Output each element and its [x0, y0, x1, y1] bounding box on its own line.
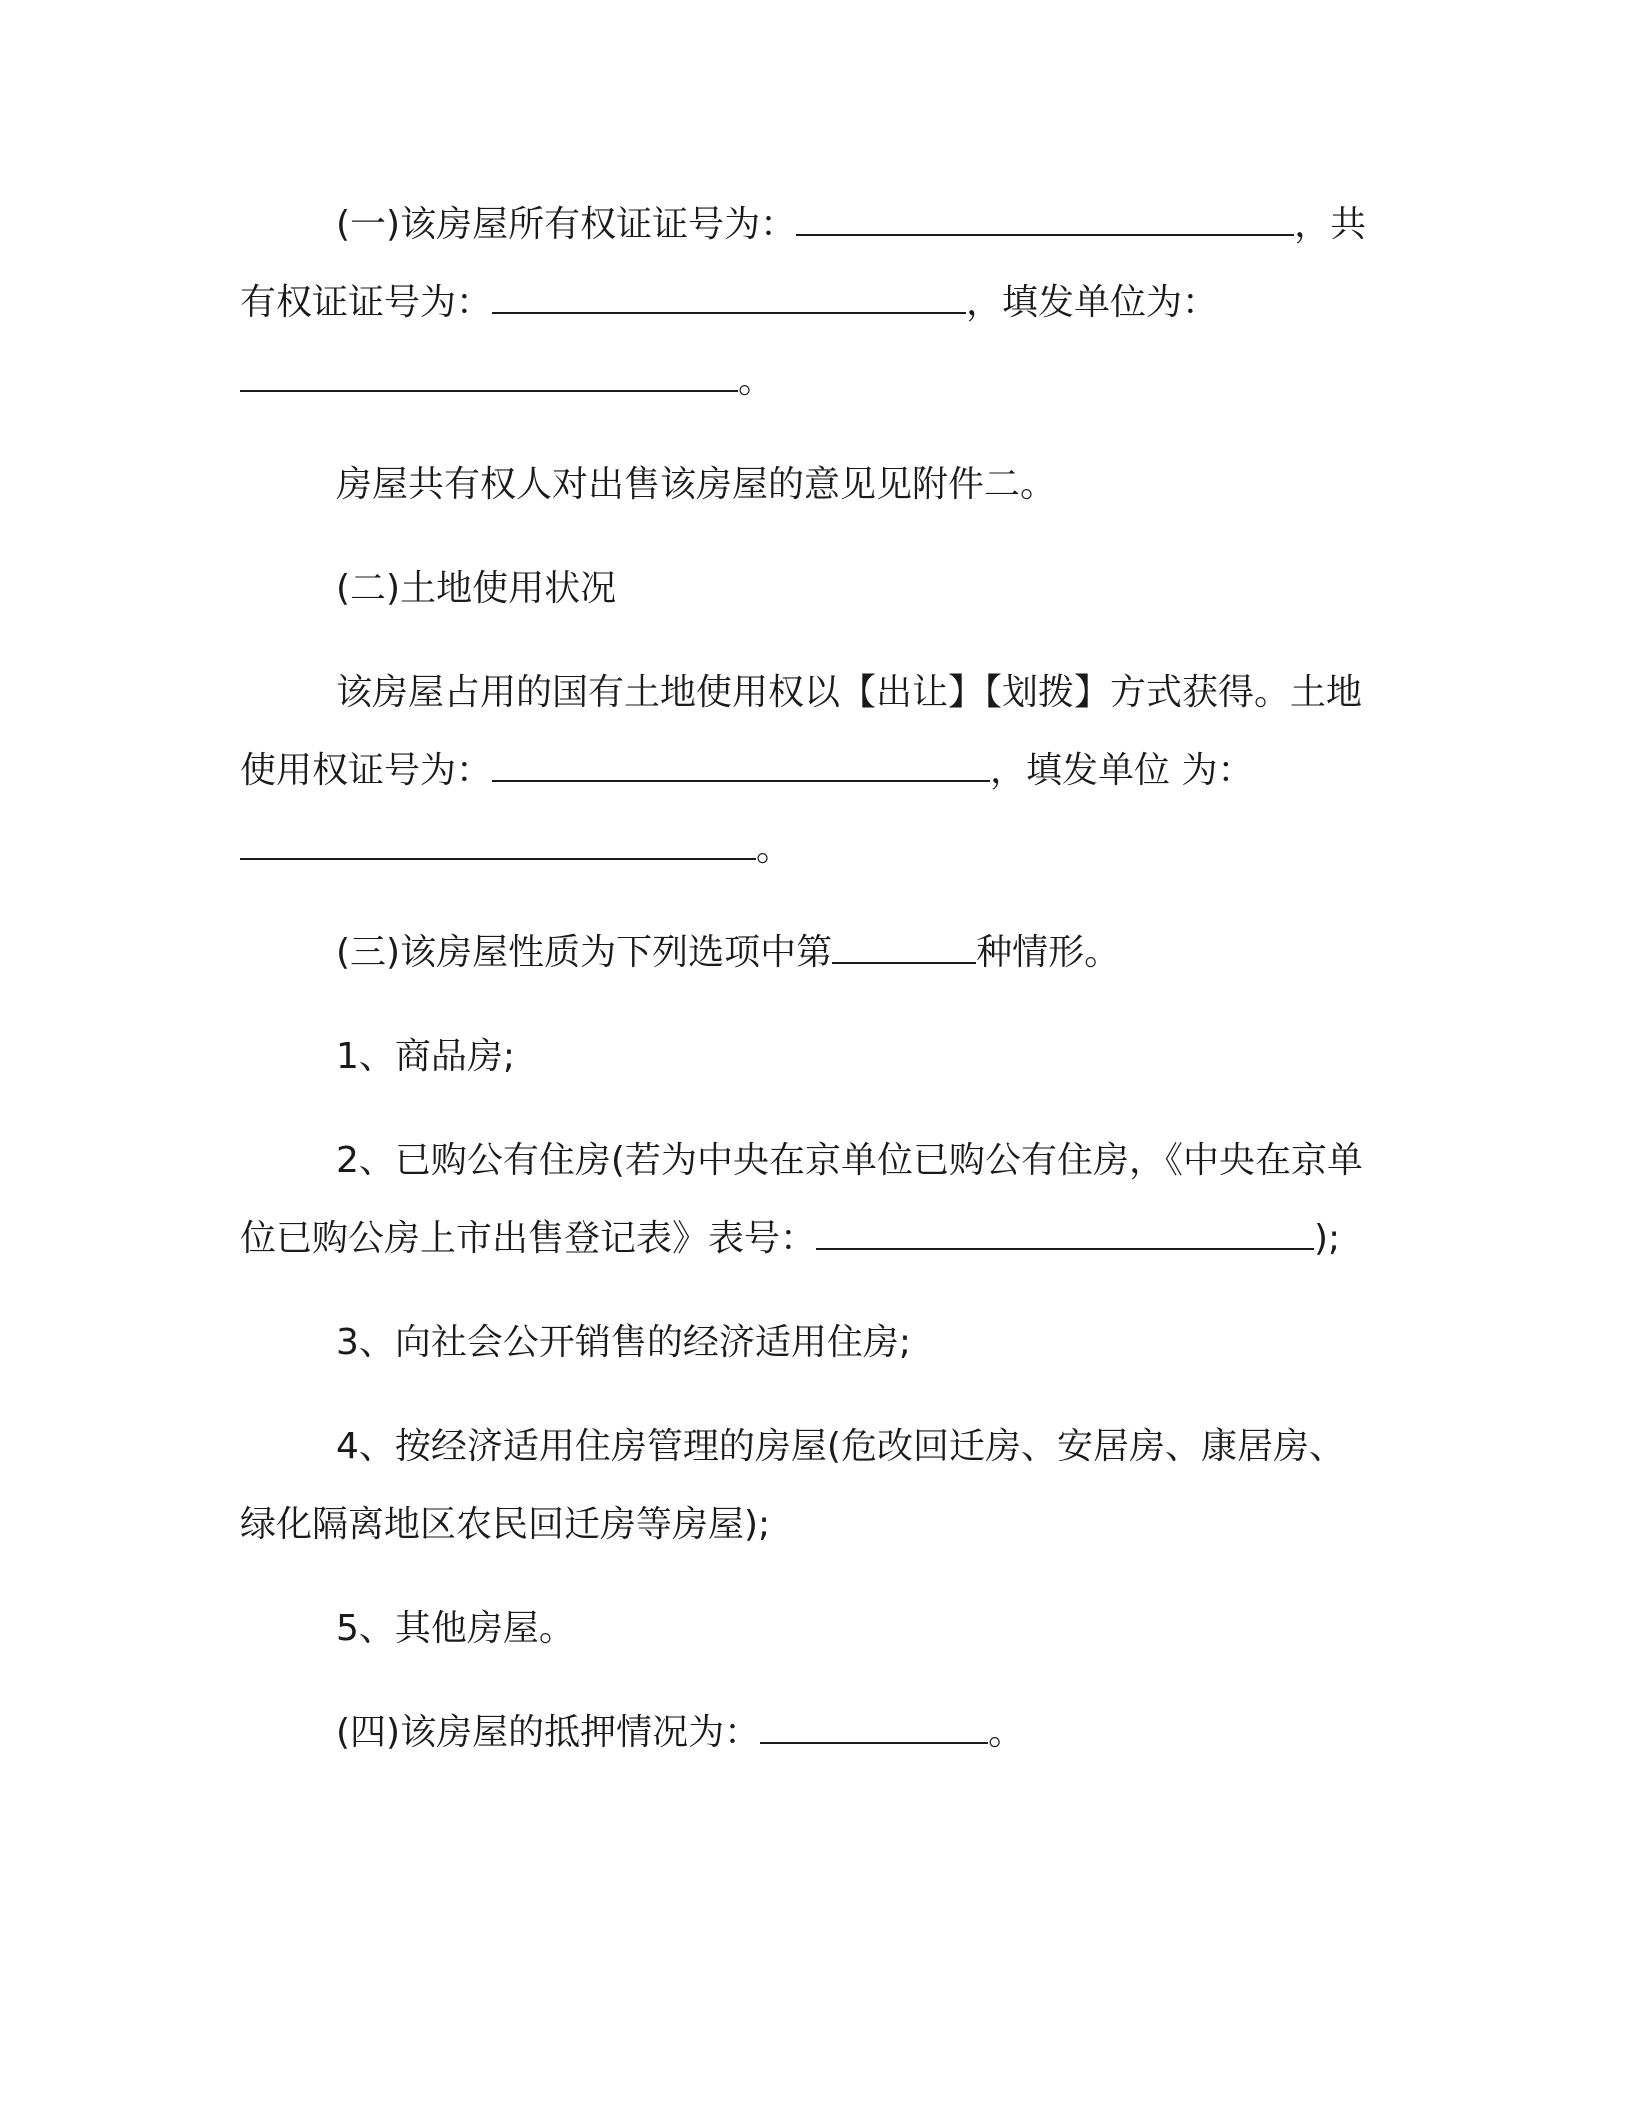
co-ownership-cert-label: ，共有权证证号为： — [240, 204, 1367, 323]
option-item-1: 1、商品房; — [336, 1036, 516, 1077]
co-owner-opinion-paragraph: 房屋共有权人对出售该房屋的意见见附件二。 — [336, 464, 1057, 505]
land-issuing-unit-blank[interactable] — [240, 818, 756, 860]
option-2-text: 2、已购公有住房(若为中央在京单位已购公有住房，《中央在京单位已购公房上市出售登记表》表号： — [240, 1140, 1363, 1259]
mortgage-paragraph — [240, 1694, 1380, 1772]
option-item-4: 4、按经济适用住房管理的房屋(危改回迁房、安居房、康居房、绿化隔离地区农民回迁房等房屋); — [240, 1426, 1345, 1545]
period: 。 — [756, 828, 793, 869]
option-item-5: 5、其他房屋。 — [336, 1608, 575, 1649]
mortgage-label: (四)该房屋的抵押情况为： — [336, 1712, 761, 1753]
ownership-cert-number-blank[interactable] — [796, 194, 1294, 236]
mortgage-status-blank[interactable] — [760, 1702, 988, 1744]
land-use-cert-number-blank[interactable] — [492, 740, 990, 782]
co-ownership-cert-number-blank[interactable] — [492, 272, 966, 314]
land-use-heading: (二)土地使用状况 — [336, 568, 617, 609]
ownership-certificate-paragraph — [240, 186, 1380, 420]
registration-form-number-blank[interactable] — [816, 1208, 1314, 1250]
house-nature-paragraph — [240, 914, 1380, 992]
issuing-unit-label: ，填发单位为： — [966, 282, 1219, 323]
land-use-paragraph — [240, 654, 1380, 888]
option-item-2 — [240, 1122, 1380, 1278]
period: 。 — [738, 360, 775, 401]
land-issuing-unit-label: ，填发单位 为： — [990, 750, 1254, 791]
option-item-3: 3、向社会公开销售的经济适用住房; — [336, 1322, 912, 1363]
land-use-cert-label: 该房屋占用的国有土地使用权以【出让】【划拨】方式获得。土地使用权证号为： — [240, 672, 1363, 791]
house-nature-option-blank[interactable] — [832, 922, 976, 964]
issuing-unit-blank[interactable] — [240, 350, 738, 392]
document-body — [240, 186, 1380, 1772]
house-nature-label: (三)该房屋性质为下列选项中第 — [336, 932, 833, 973]
option-2-close: ); — [1314, 1218, 1341, 1259]
period: 。 — [988, 1712, 1025, 1753]
ownership-cert-label: (一)该房屋所有权证证号为： — [336, 204, 797, 245]
house-nature-suffix: 种情形。 — [976, 932, 1121, 973]
